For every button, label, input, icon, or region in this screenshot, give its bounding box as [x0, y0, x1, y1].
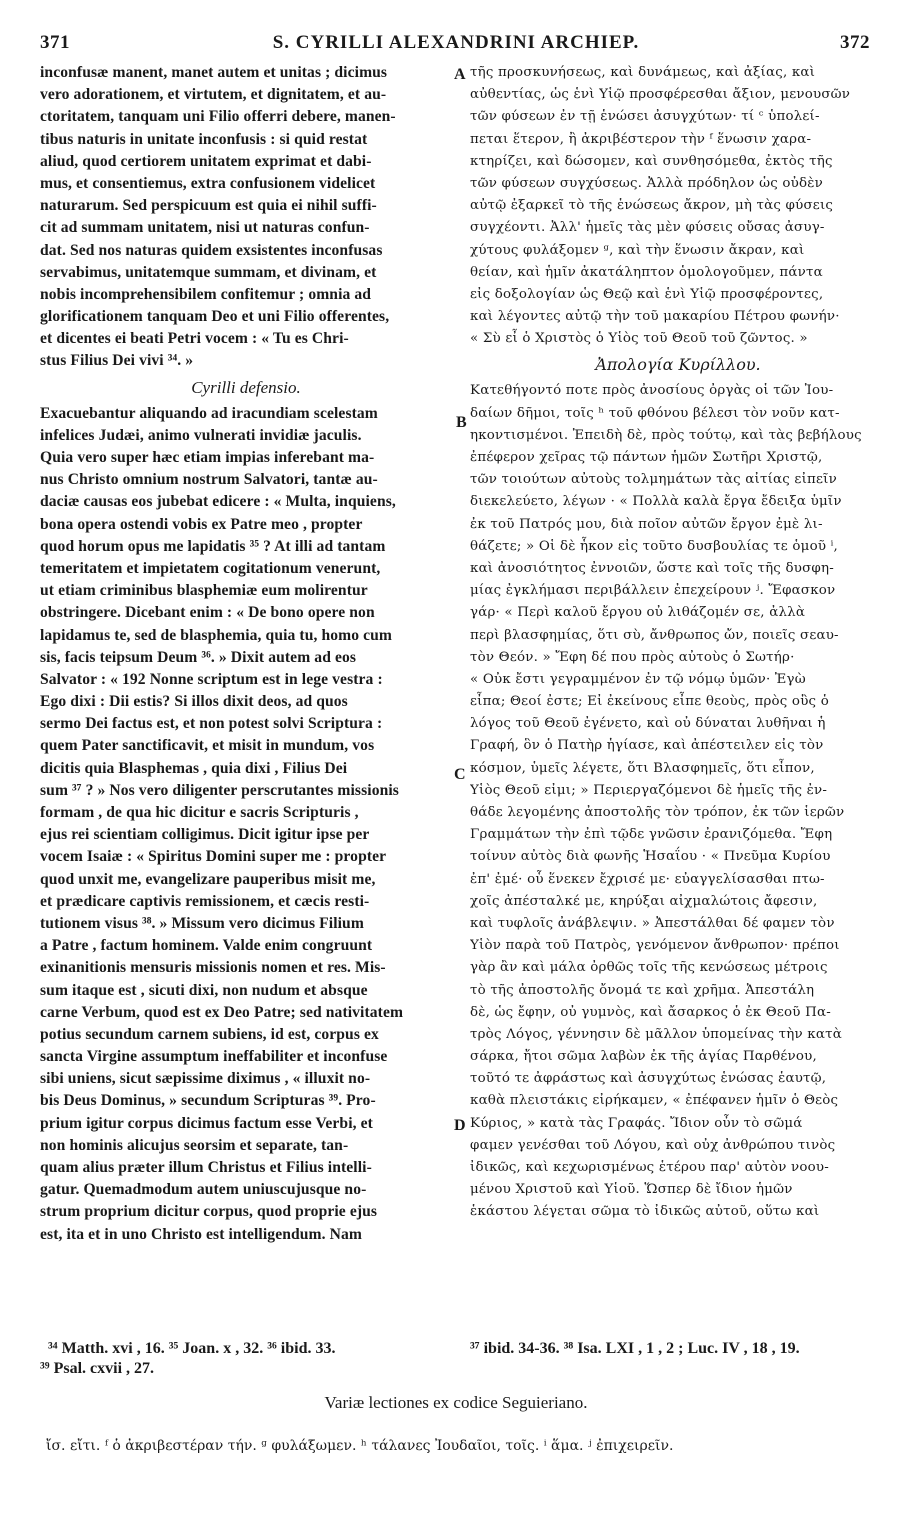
footnotes-line-1-left: ³⁴ Matth. xvi , 16. ³⁵ Joan. x , 32. ³⁶ ibid. 33. — [48, 1340, 336, 1357]
latin-text-line: tutionem visus ³⁸. » Missum vero dicimus Filium — [40, 914, 364, 932]
latin-text-line: est, ita et in uno Christo est intelligendum. Nam — [40, 1225, 362, 1243]
latin-text-line: nus Christo omnium nostrum Salvatori, tantæ au- — [40, 471, 378, 489]
latin-text-line: exinanitionis mensuris missionis nomen et res. Mis- — [40, 959, 386, 977]
latin-text-line: infelices Judæi, animo vulnerati invidiæ jaculis. — [40, 426, 362, 444]
latin-text-line: Salvator : « 192 Nonne scriptum est in lege vestra : — [40, 670, 383, 688]
variae-lectiones-line: ἴσ. εἴτι. ᶠ ὁ ἀκριβεστέραν τήν. ᵍ φυλάξωμεν. ʰ τάλανες Ἰουδαῖοι, τοῖς. ⁱ ἅμα. ʲ ἐπιχειρεῖν. — [46, 1438, 674, 1454]
margin-marker-c: C — [454, 766, 466, 783]
greek-text-line: ἑκάστου λέγεται σῶμα τὸ ἰδικῶς αὐτοῦ, οὕτω καὶ — [470, 1204, 820, 1220]
latin-text-line: mus, et consentiemus, extra confusionem videlicet — [40, 174, 376, 192]
latin-text-line: vero adorationem, et virtutem, et dignitatem, et au- — [40, 86, 387, 104]
greek-text-line: ἐκ τοῦ Πατρός μου, διὰ ποῖον αὐτῶν ἔργον ἐμὲ λι- — [470, 516, 823, 532]
margin-marker-d: D — [454, 1117, 466, 1134]
latin-text-line: quod horum opus me lapidatis ³⁵ ? At illi ad tantam — [40, 537, 386, 555]
greek-text-line: θάδε λεγομένης ἀποστολῆς τὸν τρόπον, ἐκ τῶν ἱερῶν — [470, 805, 845, 820]
greek-text-line: τῶν φύσεων συγχύσεως. Ἀλλὰ πρόδηλον ὡς οὐδὲν — [470, 175, 823, 191]
greek-text-line: τὸ τῆς ἀποστολῆς ὄνομά τε καὶ χρῆμα. Ἀπεστάλη — [470, 982, 815, 998]
latin-text-line: sis, facis teipsum Deum ³⁶. » Dixit autem ad eos — [40, 648, 357, 666]
greek-text-line: εἶπα; Θεοί ἐστε; Εἰ ἐκείνους εἶπε θεοὺς, πρὸς οὓς ὁ — [470, 694, 829, 710]
latin-text-line: glorificationem tanquam Deo et uni Filio offerentes, — [40, 308, 390, 326]
latin-text-line: ctoritatem, tanquam uni Filio offerri debere, manen- — [40, 108, 396, 126]
greek-text-line: περὶ βλασφημίας, ὅτι σὺ, ἄνθρωπος ὤν, ποιεῖς σεαυ- — [470, 627, 839, 643]
greek-text-line: δὲ, ὡς ἔφην, οὐ γυμνὸς, καὶ ἄσαρκος ὁ ἐκ Θεοῦ Πα- — [470, 1004, 831, 1020]
greek-text-line: σάρκα, ἤτοι σῶμα λαβὼν ἐκ τῆς ἁγίας Παρθένου, — [470, 1049, 817, 1065]
latin-column — [40, 62, 452, 1246]
footnotes-line-1-right: ³⁷ ibid. 34-36. ³⁸ Isa. LXI , 1 , 2 ; Luc. IV , 18 , 19. — [470, 1340, 800, 1357]
latin-body-passage — [40, 403, 452, 1246]
greek-text-line: Υἱὸς Θεοῦ εἰμι; » Περιεργαζόμενοι δὲ ἡμεῖς τῆς ἐν- — [470, 782, 828, 798]
greek-section-title: Ἀπολογία Κυρίλλου. — [595, 355, 761, 375]
latin-text-line: tibus naturis in unitate inconfusis : si quid restat — [40, 130, 368, 148]
latin-text-line: et prædicare captivis remissionem, et cæcis resti- — [40, 892, 370, 910]
latin-text-line: servabimus, unitatemque summam, et divinam, et — [40, 263, 377, 281]
greek-text-line: ἰδικῶς, καὶ κεχωρισμένως ἑτέρου παρ' αὐτὸν νοου- — [470, 1160, 829, 1175]
greek-text-line: τοίνυν αὐτὸς διὰ φωνῆς Ἡσαΐου · « Πνεῦμα Κυρίου — [470, 849, 831, 865]
latin-text-line: Quia vero super hæc etiam impias inferebant ma- — [40, 449, 375, 466]
variae-lectiones-title: Variæ lectiones ex codice Seguieriano. — [324, 1393, 588, 1412]
greek-text-line: Γραφή, ὃν ὁ Πατὴρ ἡγίασε, καὶ ἀπέστειλεν εἰς τὸν — [470, 738, 824, 754]
greek-text-line: αὐτῷ ἐξαρκεῖ τὸ τῆς ἑνώσεως ἄκρον, μὴ τὰς φύσεις — [470, 198, 834, 214]
latin-text-line: quam alius præter illum Christus et Filius intelli- — [40, 1159, 372, 1176]
greek-text-line: γὰρ ἂν καὶ μάλα ὀρθῶς τοῖς τῆς κενώσεως μέτροις — [470, 960, 828, 976]
latin-text-line: et dicentes ei beati Petri vocem : « Tu es Chri- — [40, 330, 349, 348]
margin-marker-a: A — [454, 66, 466, 83]
latin-text-line: sibi uniens, sicut sæpissime diximus , « illuxit no- — [40, 1070, 371, 1088]
latin-text-line: quem Pater sanctificavit, et misit in mundum, vos — [40, 737, 375, 755]
greek-text-line: εἰς δοξολογίαν ὡς Θεῷ καὶ ἑνὶ Υἱῷ προσφέροντες, — [470, 286, 824, 302]
latin-text-line: lapidamus te, sed de blasphemia, quia tu, homo cum — [40, 626, 393, 644]
greek-text-line: κτηρίζει, καὶ δώσομεν, καὶ συνθησόμεθα, ἐκτὸς τῆς — [470, 153, 833, 169]
greek-text-line: ἐπ' ἐμέ· οὗ ἕνεκεν ἔχρισέ με· εὐαγγελίσασθαι πτω- — [470, 871, 825, 887]
latin-text-line: sum ³⁷ ? » Nos vero diligenter perscrutantes missionis — [40, 781, 399, 799]
greek-column — [470, 62, 886, 1224]
latin-text-line: dat. Sed nos naturas quidem exsistentes inconfusas — [40, 241, 383, 259]
latin-text-line: inconfusæ manent, manet autem et unitas ; dicimus — [40, 64, 388, 81]
latin-text-line: nobis incomprehensibilem confitemur ; omnia ad — [40, 285, 372, 303]
greek-text-line: θάζετε; » Οἱ δὲ ἧκον εἰς τοῦτο δυσβουλίας τε ὁμοῦ ⁱ, — [470, 538, 838, 554]
latin-section-title: Cyrilli defensio. — [191, 377, 301, 397]
greek-text-line: Κατεθήγοντό ποτε πρὸς ἀνοσίους ὀργὰς οἱ τῶν Ἰου- — [470, 383, 834, 399]
latin-text-line: obstringere. Dicebant enim : « De bono opere non — [40, 604, 375, 622]
greek-text-line: Γραμμάτων τὴν ἐπὶ τῷδε γνῶσιν ἐρανιζόμεθα. Ἔφη — [470, 827, 833, 843]
greek-text-line: μένου Χριστοῦ καὶ Υἱοῦ. Ὥσπερ δὲ ἴδιον ἡμῶν — [470, 1182, 793, 1198]
greek-text-line: τὸν Θεόν. » Ἔφη δέ που πρὸς αὐτοὺς ὁ Σωτήρ· — [470, 649, 795, 665]
latin-text-line: potius secundum carnem subiens, id est, corpus ex — [40, 1025, 379, 1043]
greek-text-line: καὶ τυφλοῖς ἀνάβλεψιν. » Ἀπεστάλθαι δέ φαμεν τὸν — [470, 915, 835, 931]
latin-text-line: naturarum. Sed perspicuum est quia ei nihil suffi- — [40, 197, 377, 215]
greek-top-passage — [470, 62, 886, 350]
latin-text-line: gatur. Quemadmodum autem uniuscujusque no- — [40, 1181, 367, 1199]
greek-text-line: φαμεν γενέσθαι τοῦ Λόγου, καὶ οὐχ ἀνθρώπου τινὸς — [470, 1137, 836, 1153]
greek-text-line: καθὰ πλειστάκις εἰρήκαμεν, « ἐπέφανεν ἡμῖν ὁ Θεὸς — [470, 1093, 839, 1109]
greek-text-line: τρὸς Λόγος, γέννησιν δὲ μᾶλλον ὑπομείνας τὴν κατὰ — [470, 1026, 842, 1042]
greek-text-line: αὐθεντίας, ὡς ἑνὶ Υἱῷ προσφέρεσθαι ἄξιον, μενουσῶν — [470, 87, 851, 103]
latin-text-line: non hominis alicujus seorsim et separate, tan- — [40, 1136, 349, 1154]
latin-text-line: cit ad summam unitatem, nisi ut naturas confun- — [40, 219, 370, 237]
left-page-number: 371 — [40, 32, 70, 53]
greek-text-line: διεκελεύετο, λέγων · « Πολλὰ καλὰ ἔργα ἔδειξα ὑμῖν — [470, 494, 842, 510]
latin-text-line: Exacuebantur aliquando ad iracundiam scelestam — [40, 404, 378, 422]
greek-text-line: Κύριος, » κατὰ τὰς Γραφάς. Ἴδιον οὖν τὸ σῶμά — [470, 1115, 803, 1131]
greek-text-line: καὶ λέγοντες αὐτῷ τὴν τοῦ μακαρίου Πέτρου φωνήν· — [470, 309, 840, 325]
greek-text-line: θείαν, καὶ ἡμῖν ἀκατάληπτον ὁμολογοῦμεν, πάντα — [470, 264, 823, 280]
running-title: S. CYRILLI ALEXANDRINI ARCHIEP. — [272, 32, 640, 53]
latin-text-line: ejus rei scientiam colligimus. Dicit igitur ipse per — [40, 826, 370, 844]
latin-top-passage — [40, 62, 452, 373]
greek-text-line: κόσμον, ὑμεῖς λέγετε, ὅτι Βλασφημεῖς, ὅτι εἶπον, — [470, 760, 815, 776]
latin-text-line: ut etiam criminibus blasphemiæ eum molirentur — [40, 582, 368, 600]
right-page-number: 372 — [840, 32, 870, 53]
latin-text-line: bis Deus Dominus, » secundum Scripturas ³⁹. Pro- — [40, 1092, 376, 1110]
greek-text-line: γάρ· « Περὶ καλοῦ ἔργου οὐ λιθάζομέν σε, ἀλλὰ — [470, 605, 806, 621]
latin-text-line: daciæ causas eos jubebat edicere : « Multa, inquiens, — [40, 493, 396, 511]
latin-text-line: sancta Virgine assumptum ineffabiliter et inconfuse — [40, 1048, 388, 1066]
greek-text-line: συγχέοντι. Ἀλλ' ἡμεῖς τὰς μὲν φύσεις οὔσας ἀσυγ- — [470, 220, 825, 236]
latin-text-line: stus Filius Dei vivi ³⁴. » — [40, 352, 194, 370]
greek-text-line: ἐπέφερον χεῖρας τῷ πάντων ἡμῶν Σωτῆρι Χριστῷ, — [470, 450, 823, 465]
latin-text-line: sum itaque est , sicuti dixi, non nudum et absque — [40, 981, 368, 999]
greek-text-line: μίας ἐγκλήμασι περιβάλλειν ἐπεχείρουν ʲ. Ἔφασκον — [470, 583, 836, 599]
latin-text-line: a Patre , factum hominem. Valde enim congruunt — [40, 937, 373, 955]
greek-text-line: τῶν φύσεων ἐν τῇ ἑνώσει ἀσυγχύτων· τί ᶜ ὑπολεί- — [470, 109, 820, 125]
greek-text-line: « Σὺ εἶ ὁ Χριστὸς ὁ Υἱὸς τοῦ Θεοῦ τοῦ ζῶντος. » — [470, 331, 808, 347]
greek-text-line: τοῦτό τε ἀφράστως καὶ ἀσυγχύτως ἑνώσας ἑαυτῷ, — [470, 1071, 827, 1087]
latin-text-line: Ego dixi : Dii estis? Si illos dixit deos, ad quos — [40, 693, 348, 711]
greek-text-line: χοῖς ἀπέσταλκέ με, κηρύξαι αἰχμαλώτοις ἄφεσιν, — [470, 893, 818, 909]
latin-text-line: formam , de qua hic dicitur e sacris Scripturis , — [40, 804, 359, 821]
latin-text-line: strum proprium dicitur corpus, quod proprie ejus — [40, 1203, 378, 1221]
greek-text-line: καὶ ἀνοσιότητος ἐννοιῶν, ὥστε καὶ τοῖς τῆς δυσφη- — [470, 560, 834, 576]
footnotes-line-2: ³⁹ Psal. cxvii , 27. — [40, 1360, 155, 1377]
latin-text-line: temeritatem et impietatem cogitationum venerunt, — [40, 559, 381, 577]
greek-text-line: « Οὐκ ἔστι γεγραμμένον ἐν τῷ νόμῳ ὑμῶν· Ἐγὼ — [470, 671, 806, 687]
greek-text-line: τῶν τοιούτων αὐτοὺς τολμημάτων τὰς αἰτίας εἰπεῖν — [470, 472, 837, 488]
latin-text-line: prium igitur corpus dicimus factum esse Verbi, et — [40, 1114, 373, 1132]
greek-text-line: χύτους φυλάξομεν ᵍ, καὶ τὴν ἕνωσιν ἄκραν, καὶ — [470, 242, 805, 258]
latin-text-line: sermo Dei factus est, et non potest solvi Scriptura : — [40, 715, 383, 733]
greek-text-line: λόγος τοῦ Θεοῦ ἐγένετο, καὶ οὐ δύναται λυθῆναι ἡ — [470, 716, 826, 732]
latin-text-line: dicitis quia Blasphemas , quia dixi , Filius Dei — [40, 759, 348, 777]
margin-marker-b: B — [456, 414, 467, 431]
latin-text-line: quod unxit me, evangelizare pauperibus misit me, — [40, 870, 376, 888]
latin-text-line: vocem Isaiæ : « Spiritus Domini super me : propter — [40, 848, 387, 866]
greek-text-line: ηκοντισμένοι. Ἐπειδὴ δὲ, πρὸς τούτῳ, καὶ τὰς βεβήλους — [470, 427, 862, 443]
greek-text-line: τῆς προσκυνήσεως, καὶ δυνάμεως, καὶ ἀξίας, καὶ — [470, 65, 816, 80]
greek-text-line: πεται ἕτερον, ἢ ἀκριβέστερον τὴν ᶠ ἕνωσιν χαρα- — [470, 131, 812, 147]
greek-body-passage — [470, 380, 886, 1223]
latin-text-line: bona opera ostendi vobis ex Patre meo , propter — [40, 515, 363, 533]
latin-text-line: carne Verbum, quod est ex Deo Patre; sed nativitatem — [40, 1003, 404, 1021]
greek-text-line: δαίων δῆμοι, τοῖς ʰ τοῦ φθόνου βέλεσι τὸν νοῦν κατ- — [470, 405, 840, 421]
greek-text-line: Υἱὸν παρὰ τοῦ Πατρὸς, γενόμενον ἄνθρωπον· πρέποι — [470, 938, 840, 954]
latin-text-line: aliud, quod certiorem unitatem exprimat et dabi- — [40, 152, 372, 170]
